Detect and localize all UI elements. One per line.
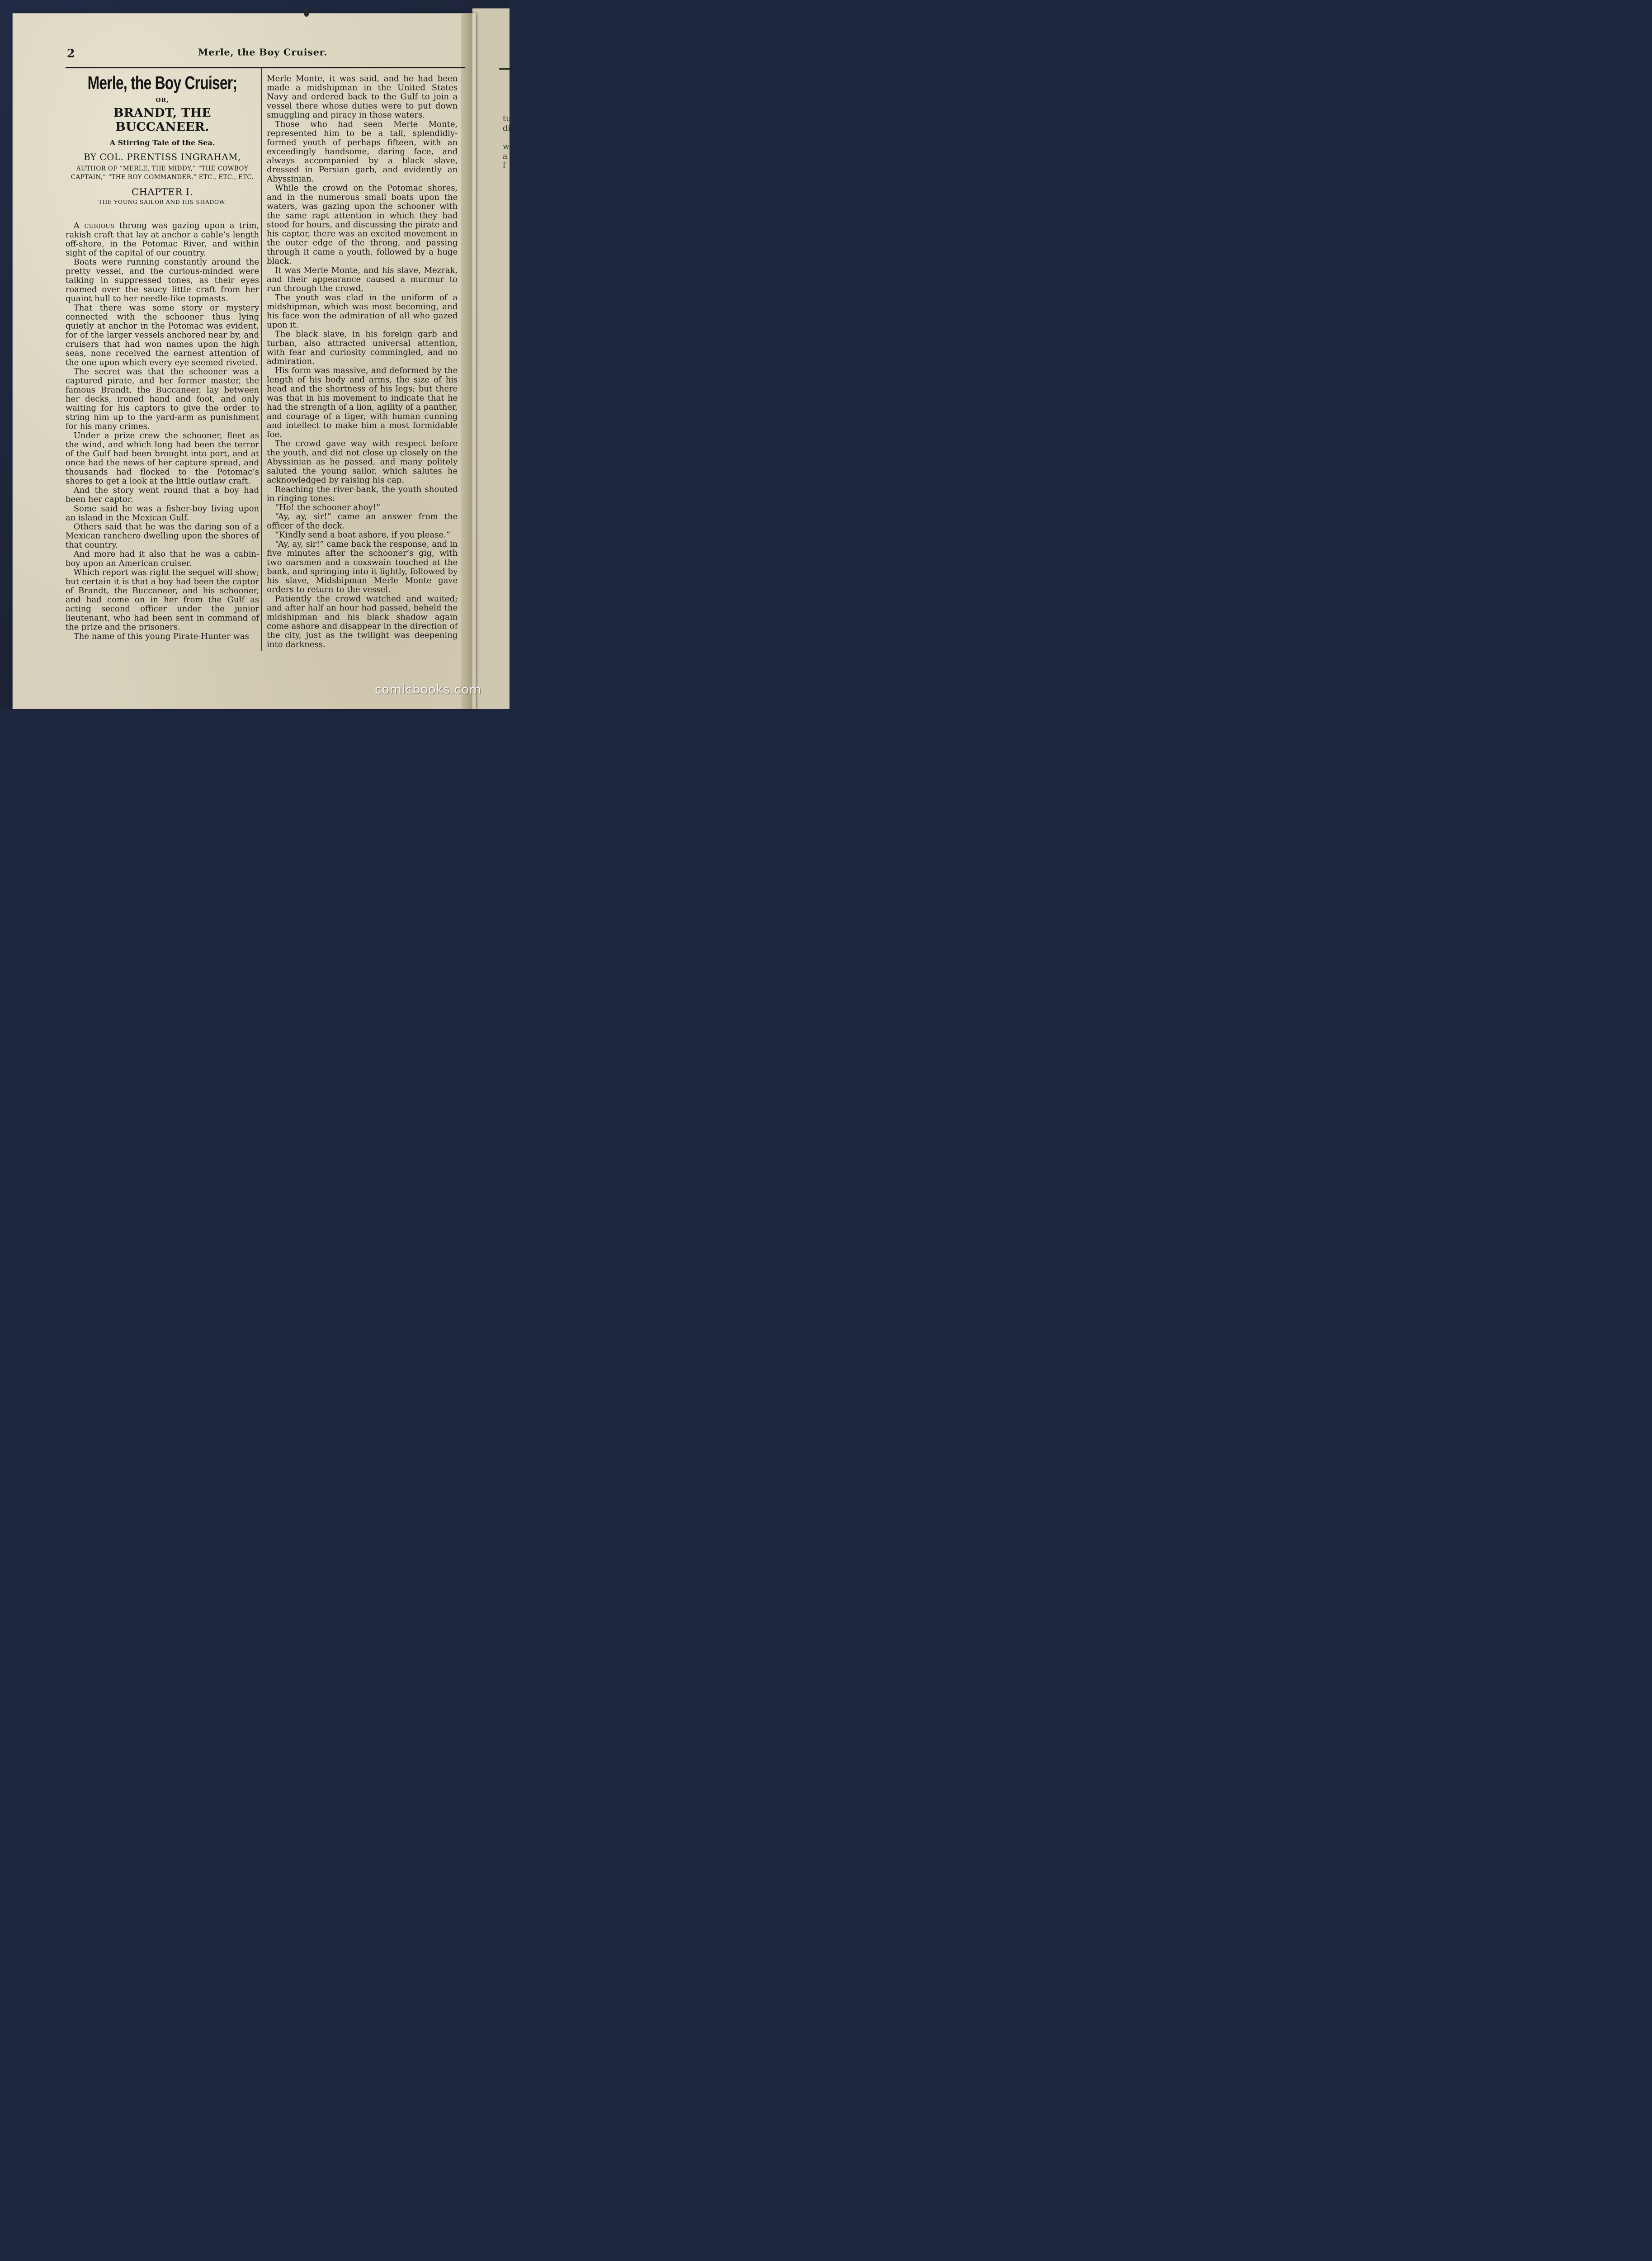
running-title: Merle, the Boy Cruiser. [198, 47, 328, 58]
running-header [53, 47, 327, 63]
page-number: 2 [66, 47, 75, 60]
page-edge [461, 13, 472, 709]
adjacent-page-fragment: di [502, 123, 510, 133]
paragraph: The black slave, in his foreign garb and turban, also attracted universal attention, with fear and curiosity commingled, and no admiration. [267, 329, 458, 366]
site-watermark: comicbooks.com [374, 682, 481, 697]
adjacent-page-fragment: w [502, 142, 510, 151]
chapter-heading: CHAPTER I. [131, 186, 194, 198]
paragraph: The secret was that the schooner was a captured pirate, and her former master, the famous Brandt, the Buccaneer, lay between her decks, ironed hand and foot, and only waiting for his captors to give the order to string him up to the yard-arm as punishment for his many crimes. [65, 366, 260, 431]
column-rule [261, 67, 262, 651]
paragraph: It was Merle Monte, and his slave, Mezrak, and their appearance caused a murmur to run through the crowd, [267, 265, 458, 293]
paragraph: Boats were running constantly around the pretty vessel, and the curious-minded were talking in suppressed tones, as their eyes roamed over the saucy little craft from her quaint hull to her needle-like topmasts. [65, 257, 260, 303]
header-rule [66, 67, 465, 68]
paragraph: While the crowd on the Potomac shores, and in the numerous small boats upon the waters, was gazing upon the schooner with the same rapt attention in which they had stood for hours, and discussing the pirate and his captor, there was an excited movement in the outer edge of the throng, and passing through it came a youth, followed by a huge black. [267, 183, 458, 266]
story-title: Merle, the Boy Cruiser; [87, 72, 237, 93]
paragraph: Others said that he was the daring son of a Mexican ranchero dwelling upon the shores of that country. [65, 521, 260, 550]
paragraph: And the story went round that a boy had been her captor. [65, 485, 260, 504]
chapter-subtitle: THE YOUNG SAILOR AND HIS SHADOW. [98, 199, 227, 205]
adjacent-page-fragment: a [502, 151, 508, 161]
paragraph [66, 221, 259, 257]
page-tear [304, 8, 309, 16]
paragraph: Merle Monte, it was said, and he had been made a midshipman in the United States Navy and ordered back to the Gulf to join a vessel there whose duties were to put down smuggling and piracy in those waters. [267, 73, 458, 120]
story-tagline: A Stirring Tale of the Sea. [109, 138, 215, 147]
paragraph: Under a prize crew the schooner, fleet as the wind, and which long had been the terror of the Gulf had been brought into port, and at once had the news of her capture spread, and thousands had flocked to the Potomac’s shores to get a look at the little outlaw craft. [65, 430, 260, 486]
left-column [66, 221, 259, 640]
paragraph: Some said he was a fisher-boy living upon an island in the Mexican Gulf. [65, 503, 260, 522]
paragraph: Which report was right the sequel will show; but certain it is that a boy had been the captor of Brandt, the Buccaneer, and his schooner, and had come on in her from the Gulf as acting second officer under the junior lieutenant, who had been sent in command of the prize and the prisoners. [65, 567, 260, 632]
title-or: OR, [156, 96, 169, 104]
paragraph: The youth was clad in the uniform of a midshipman, which was most becoming, and his face won the admiration of all who gazed upon it. [267, 293, 458, 330]
paragraph-text: throng was gazing upon a trim, rakish craft that lay at anchor a cable’s length off-shore, in the Potomac River, and within sight of the capital of our country. [65, 220, 260, 258]
paragraph: His form was massive, and deformed by the length of his body and arms, the size of his head and the shortness of his legs; but there was that in his movement to indicate that he had the strength of a lion, agility of a panther, and courage of a tiger, with human cunning and intellect to make him a most formidable foe. [267, 365, 458, 439]
byline: BY COL. PRENTISS INGRAHAM, [84, 151, 241, 162]
paragraph: “Ay, ay, sir!” came back the response, and in five minutes after the schooner’s gig, with two oarsmen and a coxswain touched at the bank, and springing into it lightly, followed by his slave, Midshipman Merle Monte gave orders to return to the vessel. [267, 539, 458, 594]
adjacent-page-fragment: tu [502, 114, 511, 123]
paragraph: That there was some story or mystery connected with the schooner thus lying quietly at anchor in the Potomac was evident, for of the larger vessels anchored near by, and cruisers that had won names upon the high seas, none received the earnest attention of the one upon which every eye seemed riveted. [65, 303, 260, 367]
adjacent-page [472, 8, 510, 709]
paragraph: Reaching the river-bank, the youth shouted in ringing tones: [267, 484, 458, 503]
adjacent-page-fragment: f [502, 160, 506, 170]
story-subtitle: BRANDT, THE BUCCANEER. [113, 105, 211, 134]
paragraph: Patiently the crowd watched and waited; and after half an hour had passed, beheld the midshipman and his black shadow again come ashore and disappear in the direction of the city, just as the twilight was deepening into darkness. [267, 594, 458, 649]
photo-stage [0, 0, 509, 709]
drop-words: A curious [73, 220, 115, 230]
adjacent-page-rule [499, 68, 516, 70]
paragraph: The name of this young Pirate-Hunter was [73, 631, 249, 641]
paragraph: “Ay, ay, sir!” came an answer from the officer of the deck. [267, 511, 458, 530]
paragraph: Those who had seen Merle Monte, represented him to be a tall, splendidly-formed youth of perhaps fifteen, with an exceedingly handsome, daring face, and always accompanied by a black slave, dressed in Persian garb, and evidently an Abyssinian. [267, 119, 458, 184]
paragraph: “Ho! the schooner ahoy!” [274, 502, 381, 512]
author-note: AUTHOR OF “MERLE, THE MIDDY,” “THE COWBOY CAPTAIN,” “THE BOY COMMANDER,” ETC., ETC., ETC. [71, 165, 254, 181]
right-column [267, 74, 458, 649]
paragraph: “Kindly send a boat ashore, if you please.” [274, 530, 451, 539]
paragraph: The crowd gave way with respect before the youth, and did not close up closely on the Abyssinian as he passed, and many politely saluted the young sailor, which salutes he acknowledged by raising his cap. [267, 439, 458, 485]
story-title-block [66, 72, 259, 205]
paragraph: And more had it also that he was a cabin-boy upon an American cruiser. [65, 549, 260, 568]
